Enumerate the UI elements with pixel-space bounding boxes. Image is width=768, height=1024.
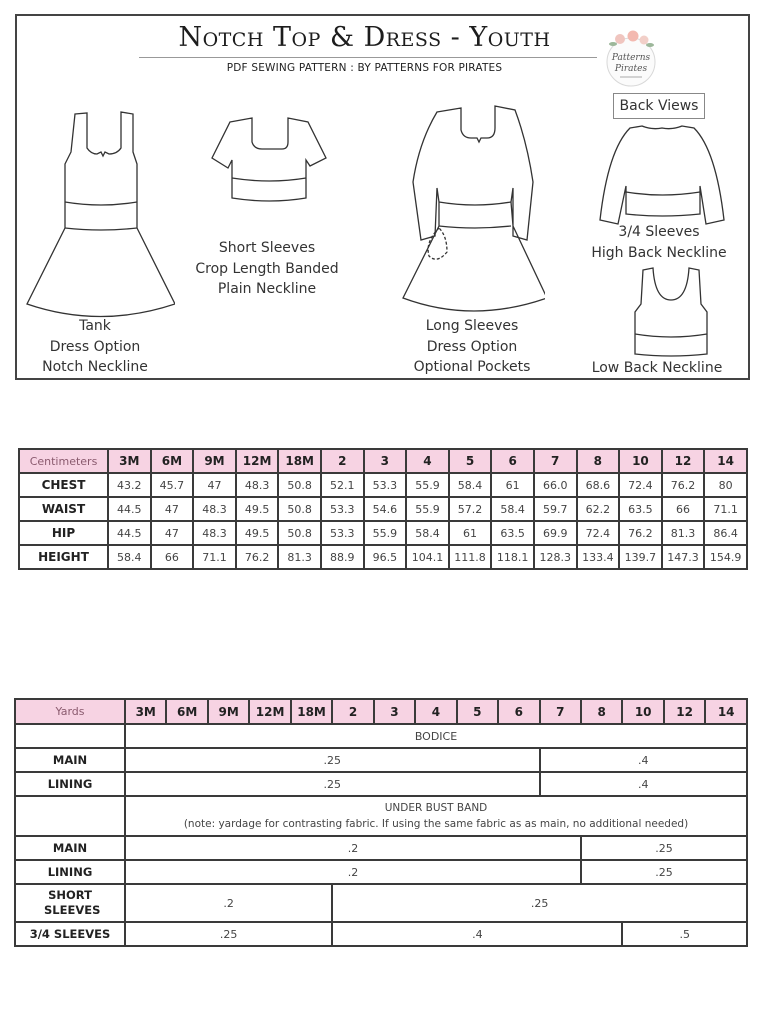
measurement-cell: 47 [151,497,194,521]
measurement-cell: 58.4 [406,521,449,545]
table-row [15,772,747,796]
measurement-cell: 81.3 [278,545,321,569]
size-header: 12 [664,699,705,724]
measurement-cell: 154.9 [704,545,747,569]
measurement-row-height [19,545,747,569]
svg-text:Pirates: Pirates [614,64,648,74]
measurement-cell: 71.1 [704,497,747,521]
row-label: LINING [15,772,125,796]
measurement-cell: 66.0 [534,473,577,497]
row-label: MAIN [15,836,125,860]
size-header: 12M [249,699,290,724]
table-row [15,922,747,946]
measurement-cell: 50.8 [278,521,321,545]
measurement-cell: 47 [193,473,236,497]
caption-line: Dress Option [49,338,141,355]
measurement-row-hip [19,521,747,545]
measurement-cell: 57.2 [449,497,492,521]
size-header: 6M [166,699,207,724]
size-header: 8 [581,699,622,724]
table-row [15,884,747,922]
row-label: HIP [19,521,108,545]
tank-dress-caption [35,316,155,378]
long-sleeve-dress-caption [397,316,547,378]
yardage-cell: .25 [125,748,540,772]
size-header: 7 [540,699,581,724]
row-label: WAIST [19,497,108,521]
size-header: 12M [236,449,279,473]
caption-line: Tank [79,318,111,334]
pattern-views-panel [15,14,750,380]
measurement-cell: 81.3 [662,521,705,545]
caption-line: High Back Neckline [591,244,727,261]
row-label: CHEST [19,473,108,497]
body-measurements-table [18,448,748,570]
unit-label: Yards [15,699,125,724]
measurement-cell: 66 [662,497,705,521]
size-header: 10 [619,449,662,473]
measurement-cell: 61 [491,473,534,497]
caption-line: Low Back Neckline [591,360,723,376]
short-sleeve-crop-illustration [202,112,337,212]
short-sleeve-caption [182,238,352,300]
yardage-cell: .5 [622,922,747,946]
size-header: 3M [108,449,151,473]
low-back-caption [582,358,732,379]
row-label: HEIGHT [19,545,108,569]
measurement-cell: 111.8 [449,545,492,569]
svg-text:Patterns: Patterns [611,53,651,63]
measurement-cell: 71.1 [193,545,236,569]
measurement-cell: 88.9 [321,545,364,569]
measurement-cell: 49.5 [236,521,279,545]
size-header: 3 [364,449,407,473]
size-header: 18M [278,449,321,473]
size-header: 5 [457,699,498,724]
measurement-cell: 52.1 [321,473,364,497]
unit-label: Centimeters [19,449,108,473]
row-label: 3/4 SLEEVES [15,922,125,946]
yardage-cell: .25 [581,836,747,860]
measurement-cell: 68.6 [577,473,620,497]
size-header: 14 [705,699,747,724]
size-header: 4 [415,699,456,724]
measurement-row-waist [19,497,747,521]
under-bust-heading: UNDER BUST BAND [384,802,488,814]
yardage-cell: .4 [540,748,747,772]
size-header: 3M [125,699,166,724]
measurement-cell: 48.3 [193,497,236,521]
size-header: 6 [498,699,539,724]
size-header: 6M [151,449,194,473]
measurement-cell: 43.2 [108,473,151,497]
caption-line: Short Sleeves [218,240,316,256]
size-header: 2 [321,449,364,473]
size-header: 14 [704,449,747,473]
measurement-cell: 47 [151,521,194,545]
long-sleeve-dress-illustration [395,102,545,327]
caption-line: Plain Neckline [217,281,317,297]
measurement-cell: 48.3 [236,473,279,497]
measurement-cell: 128.3 [534,545,577,569]
yardage-cell: .25 [125,772,540,796]
measurement-cell: 96.5 [364,545,407,569]
size-header: 9M [208,699,249,724]
measurement-cell: 59.7 [534,497,577,521]
measurement-cell: 53.3 [364,473,407,497]
yardage-cell: .2 [125,836,581,860]
measurement-cell: 69.9 [534,521,577,545]
yardage-cell: .4 [540,772,747,796]
measurement-cell: 76.2 [662,473,705,497]
measurement-cell: 118.1 [491,545,534,569]
under-bust-note: (note: yardage for contrasting fabric. If using the same fabric as as main, no additional needed) [183,818,689,830]
measurement-cell: 55.9 [406,473,449,497]
size-header: 7 [534,449,577,473]
caption-line: Dress Option [426,338,518,355]
measurement-cell: 66 [151,545,194,569]
back-views-label: Back Views [613,93,705,119]
measurement-cell: 86.4 [704,521,747,545]
measurement-cell: 80 [704,473,747,497]
measurement-cell: 58.4 [449,473,492,497]
table-row [15,748,747,772]
section-heading [125,796,747,836]
measurement-cell: 44.5 [108,497,151,521]
measurement-cell: 61 [449,521,492,545]
yardage-cell: .2 [125,884,332,922]
caption-line: Crop Length Banded [195,260,339,277]
measurement-cell: 147.3 [662,545,705,569]
measurement-cell: 53.3 [321,497,364,521]
size-header: 8 [577,449,620,473]
measurement-cell: 63.5 [491,521,534,545]
measurement-cell: 44.5 [108,521,151,545]
measurement-cell: 53.3 [321,521,364,545]
measurement-cell: 55.9 [364,521,407,545]
row-label: SHORT SLEEVES [15,884,125,922]
measurement-cell: 48.3 [193,521,236,545]
size-header: 3 [374,699,415,724]
section-heading: BODICE [125,724,747,748]
size-header-row [15,699,747,724]
page-subtitle: PDF SEWING PATTERN : BY PATTERNS FOR PIRATES [226,62,503,74]
measurement-cell: 49.5 [236,497,279,521]
measurement-cell: 133.4 [577,545,620,569]
yardage-cell: .4 [332,922,622,946]
patterns-for-pirates-logo [602,30,660,88]
size-header: 6 [491,449,534,473]
caption-line: Long Sleeves [425,318,519,334]
measurement-cell: 62.2 [577,497,620,521]
measurement-cell: 76.2 [619,521,662,545]
fabric-yardage-table [14,698,748,947]
measurement-row-chest [19,473,747,497]
measurement-cell: 104.1 [406,545,449,569]
table-row [15,860,747,884]
yardage-cell: .25 [125,922,332,946]
measurement-cell: 45.7 [151,473,194,497]
measurement-cell: 72.4 [619,473,662,497]
size-header: 4 [406,449,449,473]
low-back-illustration [627,264,717,359]
measurement-cell: 58.4 [491,497,534,521]
caption-line: 3/4 Sleeves [618,224,700,240]
size-header: 5 [449,449,492,473]
measurement-cell: 139.7 [619,545,662,569]
three-quarter-back-caption [579,222,739,263]
measurement-cell: 54.6 [364,497,407,521]
three-quarter-sleeve-back-illustration [592,120,732,230]
caption-line: Optional Pockets [413,359,531,375]
size-header: 10 [622,699,663,724]
tank-dress-illustration [25,104,175,329]
size-header-row [19,449,747,473]
measurement-cell: 50.8 [278,497,321,521]
measurement-cell: 63.5 [619,497,662,521]
bodice-section-row [15,724,747,748]
size-header: 18M [291,699,332,724]
measurement-cell: 50.8 [278,473,321,497]
caption-line: Notch Neckline [42,359,148,375]
yardage-cell: .25 [332,884,747,922]
empty-cell [15,724,125,748]
size-header: 12 [662,449,705,473]
measurement-cell: 58.4 [108,545,151,569]
size-header: 9M [193,449,236,473]
size-header: 2 [332,699,373,724]
table-row [15,836,747,860]
row-label: LINING [15,860,125,884]
title-divider [139,57,597,58]
empty-cell [15,796,125,836]
yardage-cell: .2 [125,860,581,884]
measurement-cell: 76.2 [236,545,279,569]
yardage-cell: .25 [581,860,747,884]
measurement-cell: 72.4 [577,521,620,545]
under-bust-section-row [15,796,747,836]
row-label: MAIN [15,748,125,772]
measurement-cell: 55.9 [406,497,449,521]
page-title: Notch Top & Dress - Youth [178,22,551,53]
